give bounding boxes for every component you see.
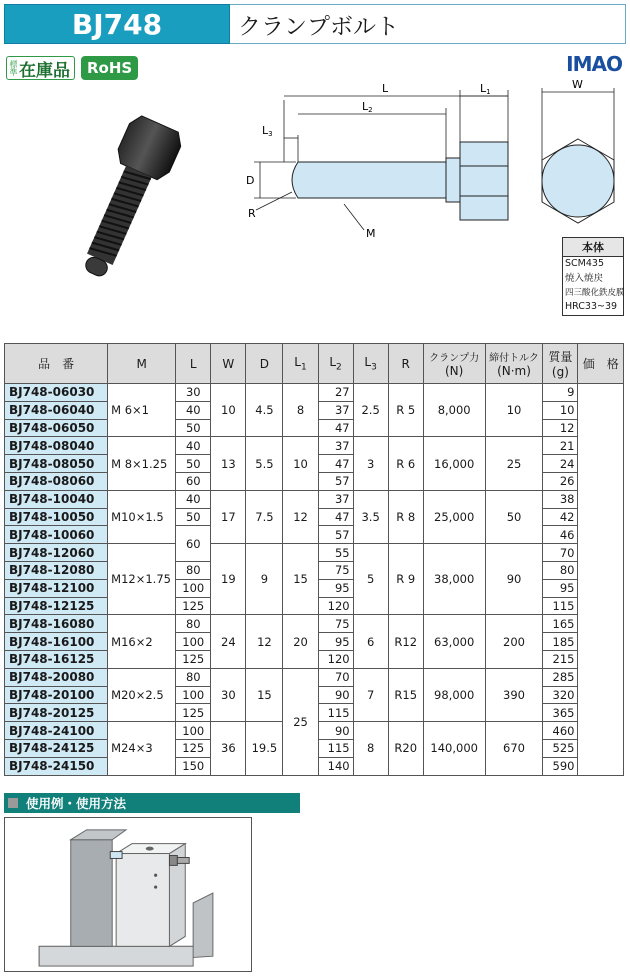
cell-part-code: BJ748-16125: [5, 650, 108, 668]
cell-L2: 90: [318, 686, 353, 704]
cell-M: M24×3: [108, 722, 176, 775]
cell-L2: 47: [318, 455, 353, 473]
dim-M: M: [366, 227, 376, 240]
cell-part-code: BJ748-20100: [5, 686, 108, 704]
table-row: [5, 544, 624, 562]
cell-L: 40: [176, 437, 211, 455]
col-R: R: [388, 344, 423, 384]
dim-L2: L2: [362, 100, 373, 114]
cell-L: 100: [176, 686, 211, 704]
stock-badge-small: 標準: [9, 60, 18, 76]
cell-L2: 47: [318, 419, 353, 437]
usage-illustration: [4, 817, 252, 972]
cell-mass: 24: [543, 455, 578, 473]
stock-badge-label: 在庫品: [19, 60, 70, 81]
cell-D: 9: [246, 544, 283, 615]
cell-part-code: BJ748-10060: [5, 526, 108, 544]
cell-L1: 25: [283, 668, 318, 775]
cell-torque: 25: [485, 437, 543, 490]
dim-L: L: [382, 82, 389, 95]
material-line: 四三酸化鉄皮膜: [565, 287, 625, 298]
usage-title-bar: [4, 793, 300, 813]
cell-L2: 47: [318, 508, 353, 526]
cell-R: R 8: [388, 490, 423, 543]
cell-L: 40: [176, 401, 211, 419]
cell-part-code: BJ748-12100: [5, 579, 108, 597]
material-box: [562, 237, 624, 316]
col-L3: $L_3$: [353, 344, 388, 384]
cell-L2: 140: [318, 757, 353, 775]
cell-W: 30: [211, 668, 246, 721]
cell-W: 19: [211, 544, 246, 615]
cell-torque: 390: [485, 668, 543, 721]
cell-part-code: BJ748-06030: [5, 384, 108, 402]
cell-mass: 38: [543, 490, 578, 508]
cell-L: 125: [176, 650, 211, 668]
cell-L1: 20: [283, 615, 318, 668]
product-code: BJ748: [4, 4, 230, 44]
cell-mass: 165: [543, 615, 578, 633]
cell-part-code: BJ748-06050: [5, 419, 108, 437]
col-L2: $L_2$: [318, 344, 353, 384]
dim-L3: L3: [262, 124, 273, 138]
cell-R: R12: [388, 615, 423, 668]
col-M: M: [108, 344, 176, 384]
cell-mass: 46: [543, 526, 578, 544]
title-bar: [4, 4, 626, 44]
cell-mass: 320: [543, 686, 578, 704]
cell-L2: 70: [318, 668, 353, 686]
cell-L: 40: [176, 490, 211, 508]
cell-M: M10×1.5: [108, 490, 176, 543]
cell-L2: 95: [318, 633, 353, 651]
cell-torque: 90: [485, 544, 543, 615]
cell-L2: 37: [318, 437, 353, 455]
stock-badge: [6, 56, 75, 80]
cell-L3: 2.5: [353, 384, 388, 437]
cell-mass: 9: [543, 384, 578, 402]
cell-force: 38,000: [423, 544, 485, 615]
cell-L: 50: [176, 419, 211, 437]
cell-L2: 75: [318, 561, 353, 579]
cell-torque: 670: [485, 722, 543, 775]
cell-mass: 80: [543, 561, 578, 579]
cell-W: 10: [211, 384, 246, 437]
cell-L2: 57: [318, 526, 353, 544]
cell-R: R 5: [388, 384, 423, 437]
material-line: 焼入焼戻: [565, 272, 604, 284]
cell-mass: 365: [543, 704, 578, 722]
col-price: 価 格: [578, 344, 624, 384]
cell-R: R15: [388, 668, 423, 721]
table-row: [5, 384, 624, 402]
cell-mass: 26: [543, 472, 578, 490]
cell-part-code: BJ748-10040: [5, 490, 108, 508]
cell-L2: 55: [318, 544, 353, 562]
usage-marker-icon: [8, 798, 18, 808]
col-force: クランプ力 (N): [423, 344, 485, 384]
cell-L: 150: [176, 757, 211, 775]
cell-mass: 185: [543, 633, 578, 651]
cell-L: 100: [176, 579, 211, 597]
cell-part-code: BJ748-08060: [5, 472, 108, 490]
cell-mass: 215: [543, 650, 578, 668]
cell-L: 60: [176, 472, 211, 490]
cell-L3: 8: [353, 722, 388, 775]
cell-L: 50: [176, 455, 211, 473]
material-title: 本体: [563, 238, 623, 257]
table-row: [5, 668, 624, 686]
product-photo: [34, 110, 214, 290]
cell-L2: 27: [318, 384, 353, 402]
cell-L: 60: [176, 526, 211, 562]
cell-M: M20×2.5: [108, 668, 176, 721]
cell-force: 16,000: [423, 437, 485, 490]
cell-L: 125: [176, 739, 211, 757]
cell-L: 30: [176, 384, 211, 402]
cell-W: 36: [211, 722, 246, 775]
col-L: L: [176, 344, 211, 384]
cell-part-code: BJ748-24100: [5, 722, 108, 740]
cell-L: 80: [176, 561, 211, 579]
dim-W: W: [572, 80, 583, 91]
cell-D: 12: [246, 615, 283, 668]
col-D: D: [246, 344, 283, 384]
cell-force: 63,000: [423, 615, 485, 668]
cell-part-code: BJ748-08040: [5, 437, 108, 455]
cell-mass: 460: [543, 722, 578, 740]
cell-L: 80: [176, 615, 211, 633]
cell-M: M 6×1: [108, 384, 176, 437]
cell-L2: 115: [318, 739, 353, 757]
dim-L1: L1: [480, 82, 491, 96]
cell-mass: 525: [543, 739, 578, 757]
dim-D: D: [246, 174, 255, 187]
cell-part-code: BJ748-20080: [5, 668, 108, 686]
table-row: [5, 437, 624, 455]
col-part: 品 番: [5, 344, 108, 384]
cell-torque: 200: [485, 615, 543, 668]
cell-L3: 7: [353, 668, 388, 721]
cell-L2: 95: [318, 579, 353, 597]
usage-title: 使用例・使用方法: [26, 796, 127, 811]
cell-part-code: BJ748-12060: [5, 544, 108, 562]
cell-force: 98,000: [423, 668, 485, 721]
cell-part-code: BJ748-24150: [5, 757, 108, 775]
cell-part-code: BJ748-12125: [5, 597, 108, 615]
table-row: [5, 615, 624, 633]
col-mass: 質量 (g): [543, 344, 578, 384]
cell-mass: 12: [543, 419, 578, 437]
cell-part-code: BJ748-08050: [5, 455, 108, 473]
cell-mass: 10: [543, 401, 578, 419]
cell-L2: 37: [318, 490, 353, 508]
cell-part-code: BJ748-20125: [5, 704, 108, 722]
cell-part-code: BJ748-12080: [5, 561, 108, 579]
cell-mass: 115: [543, 597, 578, 615]
col-torque: 締付トルク (N·m): [485, 344, 543, 384]
rohs-badge: RoHS: [81, 56, 138, 80]
cell-part-code: BJ748-06040: [5, 401, 108, 419]
cell-L2: 90: [318, 722, 353, 740]
cell-L2: 37: [318, 401, 353, 419]
cell-L2: 115: [318, 704, 353, 722]
cell-L2: 120: [318, 597, 353, 615]
table-row: [5, 490, 624, 508]
cell-R: R 9: [388, 544, 423, 615]
cell-W: 17: [211, 490, 246, 543]
cell-M: M 8×1.25: [108, 437, 176, 490]
cell-part-code: BJ748-24125: [5, 739, 108, 757]
cell-part-code: BJ748-16080: [5, 615, 108, 633]
spec-header-row: [5, 344, 624, 384]
cell-mass: 21: [543, 437, 578, 455]
cell-D: 15: [246, 668, 283, 721]
cell-W: 13: [211, 437, 246, 490]
cell-part-code: BJ748-16100: [5, 633, 108, 651]
cell-W: 24: [211, 615, 246, 668]
cell-D: 5.5: [246, 437, 283, 490]
cell-L3: 5: [353, 544, 388, 615]
cell-mass: 590: [543, 757, 578, 775]
cell-price: [578, 384, 624, 776]
cell-L3: 3: [353, 437, 388, 490]
cell-L: 100: [176, 633, 211, 651]
cell-L2: 120: [318, 650, 353, 668]
badge-row: [6, 56, 138, 80]
cell-L: 80: [176, 668, 211, 686]
cell-L: 125: [176, 704, 211, 722]
cell-D: 4.5: [246, 384, 283, 437]
cell-force: 140,000: [423, 722, 485, 775]
col-L1: $L_1$: [283, 344, 318, 384]
cell-L: 50: [176, 508, 211, 526]
cell-L3: 3.5: [353, 490, 388, 543]
cell-D: 19.5: [246, 722, 283, 775]
cell-R: R20: [388, 722, 423, 775]
cell-L: 125: [176, 597, 211, 615]
cell-mass: 70: [543, 544, 578, 562]
cell-torque: 50: [485, 490, 543, 543]
brand-logo: IMAO: [566, 52, 622, 76]
cell-L2: 75: [318, 615, 353, 633]
dim-R: R: [248, 207, 256, 220]
cell-L: 100: [176, 722, 211, 740]
cell-L2: 57: [318, 472, 353, 490]
material-line: HRC33~39: [565, 301, 618, 313]
spec-table: [4, 343, 624, 776]
cell-mass: 42: [543, 508, 578, 526]
col-W: W: [211, 344, 246, 384]
material-line: SCM435: [565, 258, 604, 269]
cell-mass: 285: [543, 668, 578, 686]
cell-R: R 6: [388, 437, 423, 490]
cell-L3: 6: [353, 615, 388, 668]
cell-D: 7.5: [246, 490, 283, 543]
cell-force: 25,000: [423, 490, 485, 543]
cell-M: M16×2: [108, 615, 176, 668]
cell-M: M12×1.75: [108, 544, 176, 615]
cell-part-code: BJ748-10050: [5, 508, 108, 526]
cell-L1: 12: [283, 490, 318, 543]
cell-L1: 10: [283, 437, 318, 490]
cell-L1: 8: [283, 384, 318, 437]
cell-mass: 95: [543, 579, 578, 597]
cell-L1: 15: [283, 544, 318, 615]
cell-torque: 10: [485, 384, 543, 437]
product-name: クランプボルト: [230, 4, 626, 44]
cell-force: 8,000: [423, 384, 485, 437]
